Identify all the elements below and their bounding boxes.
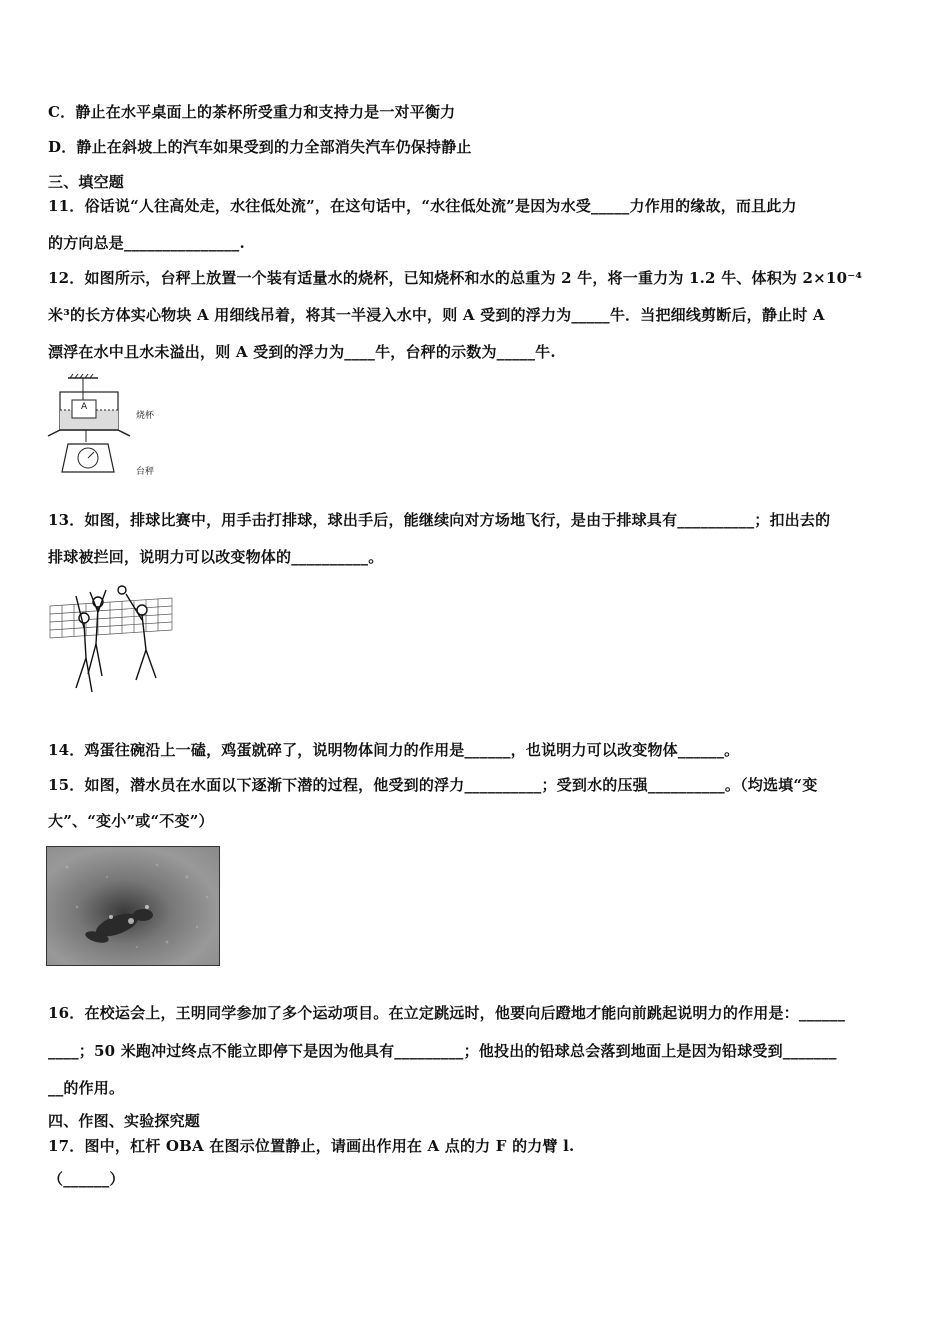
volleyball-diagram xyxy=(46,584,176,702)
q12-figure xyxy=(46,372,166,482)
q13-figure xyxy=(46,584,176,702)
q12-line-2: 米³的长方体实心物块 A 用细线吊着，将其一半浸入水中，则 A 受到的浮力为_____牛．当把细线剪断后，静止时 A xyxy=(48,306,825,324)
scale-label: 台秤 xyxy=(136,467,155,477)
option-c: C．静止在水平桌面上的茶杯所受重力和支持力是一对平衡力 xyxy=(48,103,456,121)
option-d: D．静止在斜坡上的汽车如果受到的力全部消失汽车仍保持静止 xyxy=(48,138,472,156)
block-a-label: A xyxy=(81,402,88,412)
q14-line-1: 14．鸡蛋往碗沿上一磕，鸡蛋就碎了，说明物体间力的作用是______，也说明力可以改变物体______。 xyxy=(48,741,740,759)
q16-line-2: ____；50 米跑冲过终点不能立即停下是因为他具有_________；他投出的铅球总会落到地面上是因为铅球受到_______ xyxy=(48,1042,837,1060)
section-fill-in-title: 三、填空题 xyxy=(48,173,125,191)
section-drawing-title: 四、作图、实验探究题 xyxy=(48,1112,201,1130)
beaker-label: 烧杯 xyxy=(136,411,155,421)
q17-answer-blank: （______） xyxy=(48,1170,125,1188)
q15-line-1: 15．如图，潜水员在水面以下逐渐下潜的过程，他受到的浮力__________；受到水的压强__________。（均选填“变 xyxy=(48,776,818,794)
q12-line-1: 12．如图所示，台秤上放置一个装有适量水的烧杯，已知烧杯和水的总重为 2 牛，将一重力为 1.2 牛、体积为 2×10⁻⁴ xyxy=(48,269,863,287)
q12-line-3: 漂浮在水中且水未溢出，则 A 受到的浮力为____牛，台秤的示数为_____牛. xyxy=(48,343,556,361)
q11-line-1: 11．俗话说“人往高处走，水往低处流”，在这句话中，“水往低处流”是因为水受_____力作用的缘故，而且此力 xyxy=(48,197,797,215)
diver-silhouette xyxy=(47,847,219,965)
diver-photo xyxy=(46,846,220,966)
q13-line-2: 排球被拦回，说明力可以改变物体的__________。 xyxy=(48,548,384,566)
q13-line-1: 13．如图，排球比赛中，用手击打排球，球出手后，能继续向对方场地飞行，是由于排球具有__________；扣出去的 xyxy=(48,511,831,529)
q16-line-3: __的作用。 xyxy=(48,1079,125,1097)
q15-line-2: 大”、“变小”或“不变”） xyxy=(48,812,214,830)
q17-line-1: 17．图中，杠杆 OBA 在图示位置静止，请画出作用在 A 点的力 F 的力臂 l. xyxy=(48,1137,575,1155)
q16-line-1: 16．在校运会上，王明同学参加了多个运动项目。在立定跳远时，他要向后蹬地才能向前跳起说明力的作用是：______ xyxy=(48,1004,846,1022)
q11-line-2: 的方向总是_______________. xyxy=(48,234,245,252)
